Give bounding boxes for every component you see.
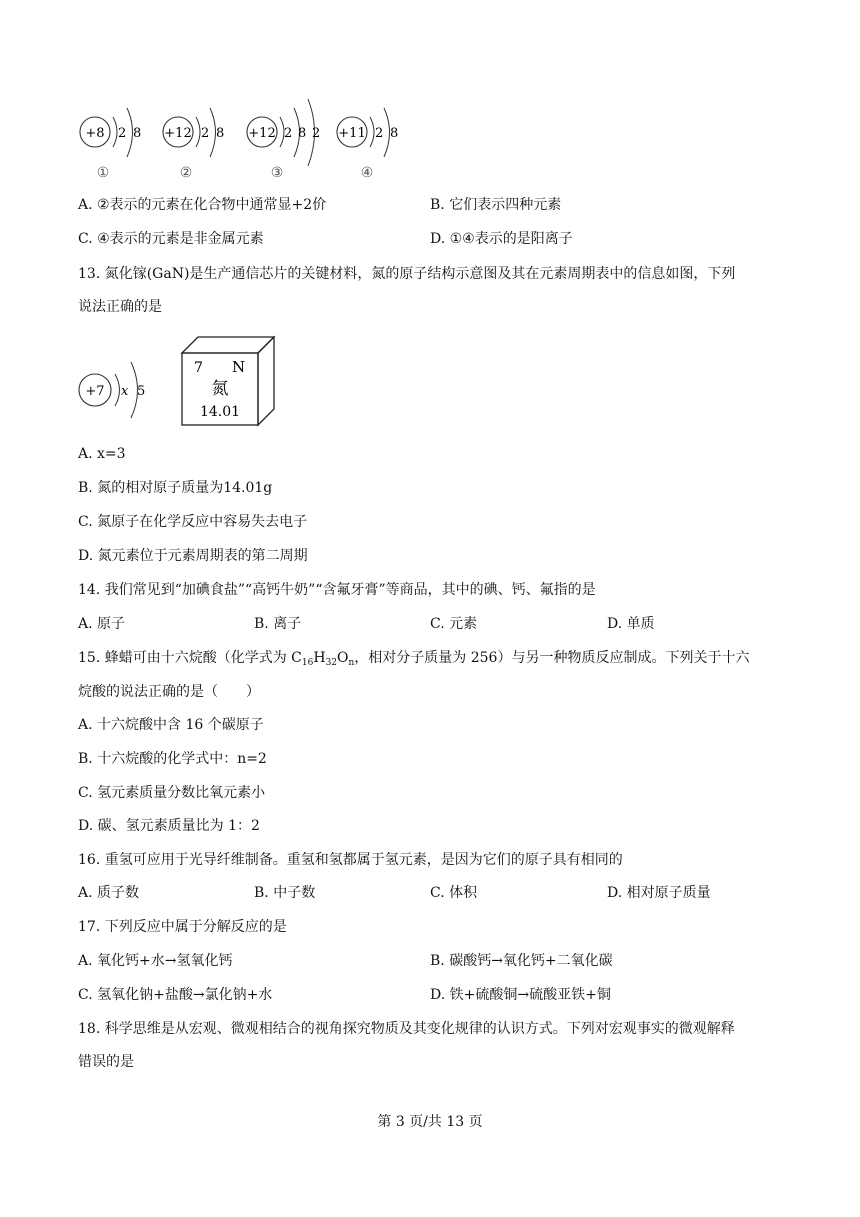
q17-option-b[interactable]: B. 碳酸钙→氧化钙+二氧化碳 — [430, 953, 613, 969]
atom-4-shell-2: 8 — [390, 126, 399, 141]
atom-2-nucleus: +12 — [164, 126, 192, 141]
q13-option-a[interactable]: A. x=3 — [78, 446, 126, 462]
atom-4-label: ④ — [360, 165, 374, 181]
atom-diagram-4 — [337, 108, 398, 181]
q16-option-c[interactable]: C. 体积 — [430, 885, 478, 901]
atom-diagram-3 — [247, 99, 320, 181]
q16-option-d[interactable]: D. 相对原子质量 — [607, 885, 711, 901]
q12-option-b[interactable]: B. 它们表示四种元素 — [430, 197, 562, 213]
q13-option-b[interactable]: B. 氮的相对原子质量为14.01g — [78, 480, 273, 496]
element-atomic-number: 7 — [194, 360, 203, 376]
element-atomic-mass: 14.01 — [199, 404, 241, 420]
q15-formula-o: O — [337, 650, 349, 666]
q17-stem: 17. 下列反应中属于分解反应的是 — [78, 919, 287, 935]
atom-2-label: ② — [179, 165, 193, 181]
q15-formula-sub-o: n — [348, 658, 355, 668]
atom-3-shell-2: 8 — [298, 126, 307, 141]
q16-option-b[interactable]: B. 中子数 — [254, 885, 316, 901]
q13-nitrogen-atom-diagram — [74, 350, 164, 430]
q15-option-d[interactable]: D. 碳、氢元素质量比为 1：2 — [78, 818, 260, 834]
q15-option-a[interactable]: A. 十六烷酸中含 16 个碳原子 — [78, 717, 264, 733]
q15-stem-line-1 — [78, 648, 749, 668]
atom-3-shell-1: 2 — [284, 126, 293, 141]
q15-formula-sub-c: 16 — [301, 658, 314, 668]
q13-stem-line-2: 说法正确的是 — [78, 299, 162, 315]
atom-1-shell-1: 2 — [118, 126, 127, 141]
q15-stem-text-a: 15. 蜂蜡可由十六烷酸（化学式为 C — [78, 650, 302, 666]
q17-option-d[interactable]: D. 铁+硫酸铜→硫酸亚铁+铜 — [430, 987, 611, 1003]
nitrogen-shell-1: x — [121, 384, 129, 399]
atom-2-shell-2: 8 — [216, 126, 225, 141]
page-footer: 第 3 页/共 13 页 — [377, 1114, 483, 1130]
atom-2-shell-1: 2 — [201, 126, 210, 141]
atom-4-shell-1: 2 — [375, 126, 384, 141]
atom-3-label: ③ — [270, 165, 284, 181]
q18-stem-line-1: 18. 科学思维是从宏观、微观相结合的视角探究物质及其变化规律的认识方式。下列对宏观事实的微观解释 — [78, 1021, 735, 1037]
atom-diagram-1 — [80, 108, 141, 181]
q12-option-a[interactable]: A. ②表示的元素在化合物中通常显+2价 — [78, 197, 327, 213]
q17-option-c[interactable]: C. 氢氧化钠+盐酸→氯化钠+水 — [78, 987, 273, 1003]
q14-option-b[interactable]: B. 离子 — [254, 616, 302, 632]
atom-1-shell-2: 8 — [133, 126, 142, 141]
atom-3-shell-3: 2 — [312, 126, 321, 141]
q16-option-a[interactable]: A. 质子数 — [78, 885, 140, 901]
q15-option-c[interactable]: C. 氢元素质量分数比氧元素小 — [78, 785, 266, 801]
q17-option-a[interactable]: A. 氧化钙+水→氢氧化钙 — [78, 953, 233, 969]
q12-option-c[interactable]: C. ④表示的元素是非金属元素 — [78, 231, 264, 247]
q13-element-card — [180, 333, 280, 428]
q15-formula-h: H — [313, 650, 326, 666]
q18-stem-line-2: 错误的是 — [78, 1054, 134, 1070]
q12-option-d[interactable]: D. ①④表示的是阳离子 — [430, 231, 573, 247]
atom-3-nucleus: +12 — [248, 126, 276, 141]
q14-option-c[interactable]: C. 元素 — [430, 616, 478, 632]
q14-option-a[interactable]: A. 原子 — [78, 616, 126, 632]
element-symbol: N — [232, 358, 246, 376]
element-name: 氮 — [211, 379, 229, 399]
q15-stem-line-2: 烷酸的说法正确的是（ ） — [78, 684, 260, 700]
q12-atom-diagrams — [70, 95, 430, 185]
atom-diagram-2 — [163, 108, 224, 181]
atom-4-nucleus: +11 — [338, 126, 366, 141]
q13-option-c[interactable]: C. 氮原子在化学反应中容易失去电子 — [78, 514, 308, 530]
nitrogen-nucleus: +7 — [85, 384, 105, 399]
q15-stem-text-b: ，相对分子质量为 256）与另一种物质反应制成。下列关于十六 — [354, 650, 750, 666]
q13-option-d[interactable]: D. 氮元素位于元素周期表的第二周期 — [78, 548, 308, 564]
q15-option-b[interactable]: B. 十六烷酸的化学式中：n=2 — [78, 751, 267, 767]
atom-1-label: ① — [96, 165, 110, 181]
q13-stem-line-1: 13. 氮化镓(GaN)是生产通信芯片的关键材料，氮的原子结构示意图及其在元素周期表中的信息如图，下列 — [78, 266, 736, 282]
q14-option-d[interactable]: D. 单质 — [607, 616, 655, 632]
q16-stem: 16. 重氢可应用于光导纤维制备。重氢和氢都属于氢元素，是因为它们的原子具有相同的 — [78, 852, 623, 868]
q14-stem: 14. 我们常见到“加碘食盐”“高钙牛奶”“含氟牙膏”等商品，其中的碘、钙、氟指的是 — [78, 582, 596, 598]
atom-1-nucleus: +8 — [85, 126, 105, 141]
q15-formula-sub-h: 32 — [325, 658, 338, 668]
nitrogen-shell-2: 5 — [137, 384, 146, 399]
